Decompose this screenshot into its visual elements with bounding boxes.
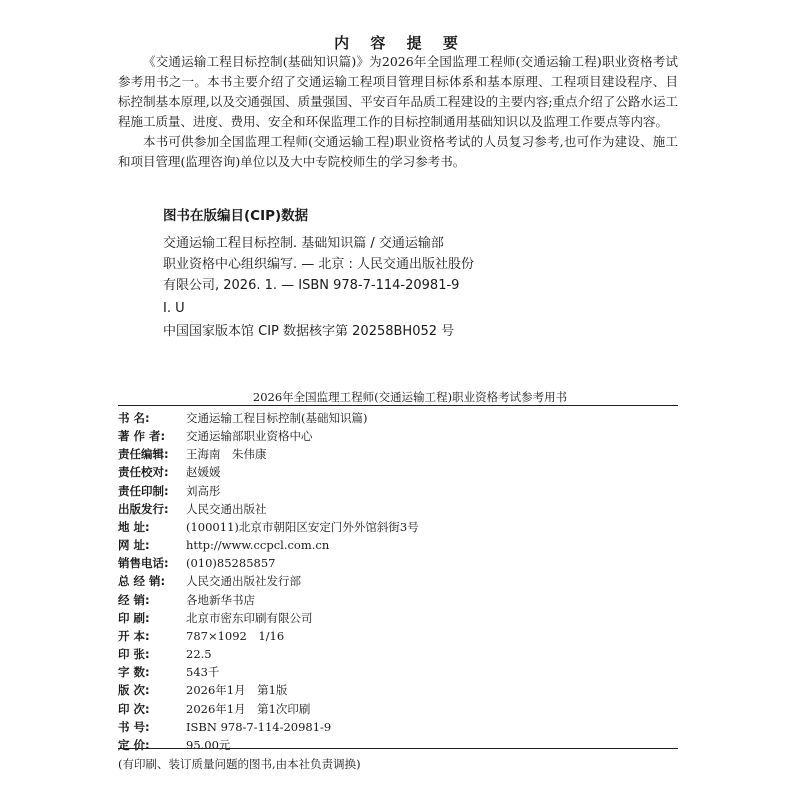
colophon-value: ISBN 978-7-114-20981-9 (186, 719, 332, 734)
colophon-row (118, 591, 678, 609)
colophon-label: 书 号: (118, 719, 150, 734)
colophon-row (118, 445, 678, 463)
colophon-value: 赵媛媛 (186, 465, 221, 480)
colophon-value: 刘高彤 (186, 483, 221, 498)
colophon-row (118, 681, 678, 699)
cip-block (163, 206, 583, 342)
cip-data-number: 中国国家版本馆 CIP 数据核字第 20258BH052 号 (163, 324, 455, 339)
colophon-label: 责任印制: (118, 483, 169, 498)
colophon-label: 经 销: (118, 592, 150, 607)
colophon-row (118, 500, 678, 518)
colophon-label: 字 数: (118, 665, 150, 680)
colophon-value: 王海南 朱伟康 (186, 447, 267, 462)
colophon-label: 出版发行: (118, 501, 169, 516)
divider-bottom (118, 748, 678, 749)
colophon-row (118, 482, 678, 500)
colophon-row (118, 609, 678, 627)
colophon-row (118, 536, 678, 554)
colophon-value: http://www.ccpcl.com.cn (186, 538, 330, 553)
colophon-label: 责任编辑: (118, 447, 169, 462)
colophon-value: 787×1092 1/16 (186, 628, 285, 643)
colophon-block (118, 409, 678, 773)
cip-line: 有限公司, 2026. 1. — ISBN 978-7-114-20981-9 (163, 278, 460, 293)
summary-text (118, 52, 678, 172)
colophon-row (118, 718, 678, 736)
cip-line: 交通运输工程目标控制. 基础知识篇 / 交通运输部 (163, 236, 444, 251)
cip-classification: Ⅰ. U (163, 301, 185, 316)
colophon-note: (有印刷、装订质量问题的图书,由本社负责调换) (118, 756, 361, 771)
divider-top (118, 405, 678, 406)
colophon-label: 地 址: (118, 519, 150, 534)
colophon-value: 北京市密东印刷有限公司 (186, 610, 313, 625)
colophon-label: 印 张: (118, 647, 150, 662)
colophon-row (118, 463, 678, 481)
colophon-row (118, 627, 678, 645)
colophon-label: 书 名: (118, 411, 150, 425)
colophon-row (118, 736, 678, 754)
colophon-value: 2026年1月 第1版 (186, 683, 288, 698)
colophon-row (118, 554, 678, 572)
colophon-value: 人民交通出版社发行部 (186, 574, 301, 589)
colophon-value: 各地新华书店 (186, 592, 255, 607)
colophon-row (118, 572, 678, 590)
cip-heading: 图书在版编目(CIP)数据 (163, 208, 309, 224)
colophon-row (118, 663, 678, 681)
summary-paragraph: 本书可供参加全国监理工程师(交通运输工程)职业资格考试的人员复习参考,也可作为建设、施工和项目管理(监理咨询)单位以及大中专院校师生的学习参考书。 (118, 134, 678, 169)
colophon-label: 责任校对: (118, 465, 169, 480)
series-title: 2026年全国监理工程师(交通运输工程)职业资格考试参考用书 (252, 390, 568, 404)
colophon-label: 定 价: (118, 737, 150, 752)
colophon-row (118, 427, 678, 445)
colophon-row (118, 700, 678, 718)
colophon-label: 开 本: (118, 628, 150, 643)
colophon-label: 印 刷: (118, 610, 150, 625)
colophon-label: 网 址: (118, 538, 150, 553)
colophon-value: 交通运输工程目标控制(基础知识篇) (186, 411, 368, 425)
colophon-row (118, 645, 678, 663)
colophon-value: 交通运输部职业资格中心 (186, 429, 313, 444)
summary-paragraph: 《交通运输工程目标控制(基础知识篇)》为2026年全国监理工程师(交通运输工程)职业资格考试参考用书之一。本书主要介绍了交通运输工程项目管理目标体系和基本原理、工程项目建设程序、目标控制基本原理,以及交通强国、质量强国、平安百年品质工程建设的主要内容;重点介绍了公路水运工程施工质量、进度、费用、安全和环保监理工作的目标控制通用基础知识以及监理工作要点等内容。 (118, 54, 678, 129)
colophon-value: 543千 (186, 665, 220, 680)
colophon-label: 销售电话: (118, 556, 169, 571)
colophon-value: 2026年1月 第1次印刷 (186, 701, 311, 716)
colophon-label: 印 次: (118, 701, 150, 716)
colophon-row (118, 409, 678, 427)
colophon-label: 著 作 者: (118, 429, 166, 444)
colophon-label: 版 次: (118, 683, 150, 698)
colophon-row (118, 518, 678, 536)
colophon-value: 95.00元 (186, 737, 231, 752)
summary-title: 内 容 提 要 (334, 34, 466, 52)
colophon-value: 22.5 (186, 647, 212, 662)
colophon-value: 人民交通出版社 (186, 501, 267, 516)
cip-line: 职业资格中心组织编写. — 北京 : 人民交通出版社股份 (163, 257, 475, 272)
colophon-value: (100011)北京市朝阳区安定门外外馆斜街3号 (186, 519, 419, 534)
colophon-label: 总 经 销: (118, 574, 166, 589)
colophon-value: (010)85285857 (186, 556, 276, 571)
